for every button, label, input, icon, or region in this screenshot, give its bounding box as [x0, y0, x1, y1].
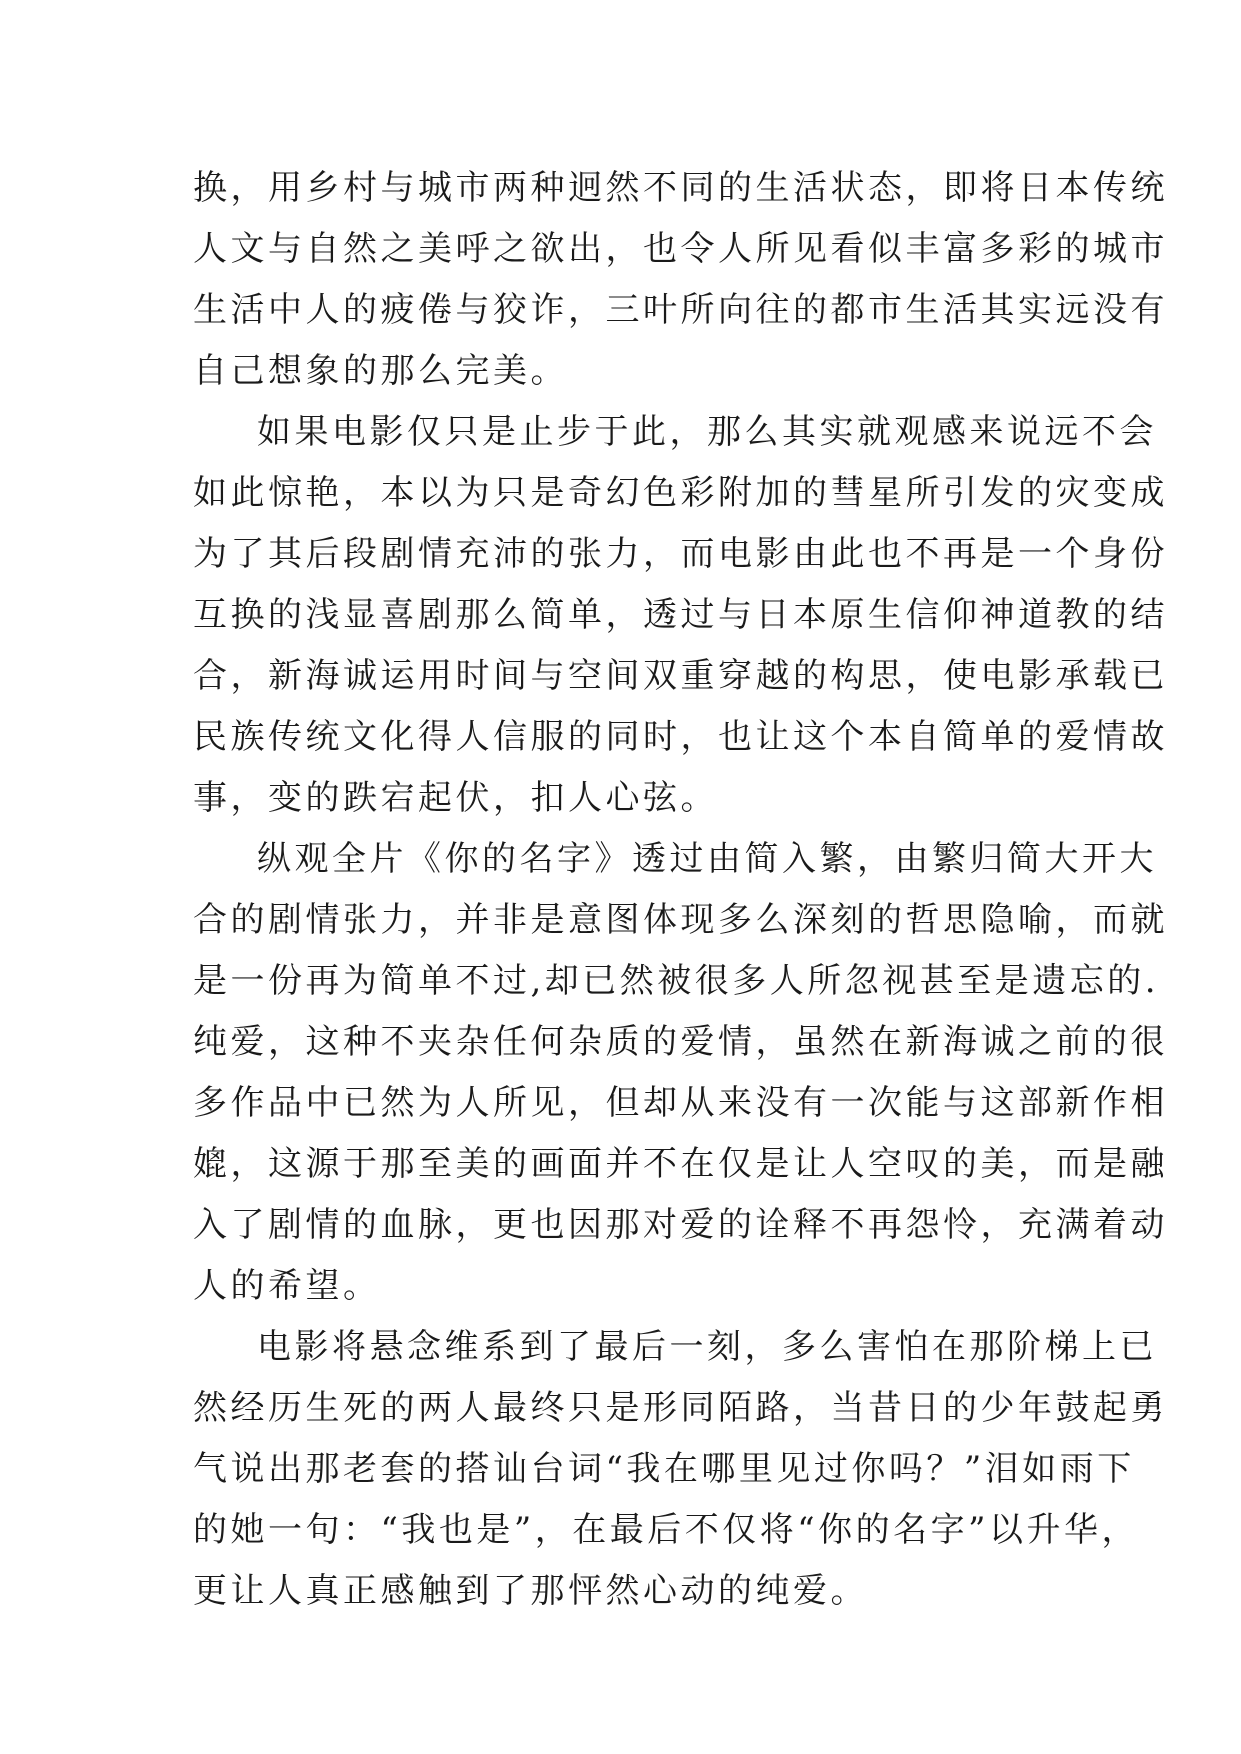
text-line: 入了剧情的血脉，更也因那对爱的诠释不再怨怜，充满着动: [193, 1205, 1168, 1245]
text-line: 自己想象的那么完美。: [193, 351, 568, 391]
text-line: 人文与自然之美呼之欲出，也令人所见看似丰富多彩的城市: [193, 229, 1168, 269]
text-line: 是一份再为简单不过,却已然被很多人所忽视甚至是遗忘的.: [193, 961, 1160, 1001]
text-line: 然经历生死的两人最终只是形同陌路，当昔日的少年鼓起勇: [193, 1388, 1168, 1428]
text-line: 电影将悬念维系到了最后一刻，多么害怕在那阶梯上已: [257, 1327, 1157, 1367]
text-line: 民族传统文化得人信服的同时，也让这个本自简单的爱情故: [193, 717, 1168, 757]
text-line: 为了其后段剧情充沛的张力，而电影由此也不再是一个身份: [193, 534, 1168, 574]
text-line: 如此惊艳，本以为只是奇幻色彩附加的彗星所引发的灾变成: [193, 473, 1168, 513]
text-line: 气说出那老套的搭讪台词“我在哪里见过你吗？”泪如雨下: [193, 1449, 1135, 1489]
text-line: 合，新海诚运用时间与空间双重穿越的构思，使电影承载已: [193, 656, 1168, 696]
text-line: 人的希望。: [193, 1266, 381, 1306]
text-line: 多作品中已然为人所见，但却从来没有一次能与这部新作相: [193, 1083, 1168, 1123]
text-line: 的她一句：“我也是”，在最后不仅将“你的名字”以升华，: [193, 1510, 1140, 1550]
text-line: 更让人真正感触到了那怦然心动的纯爱。: [193, 1571, 868, 1611]
text-line: 媲，这源于那至美的画面并不在仅是让人空叹的美，而是融: [193, 1144, 1168, 1184]
text-line: 如果电影仅只是止步于此，那么其实就观感来说远不会: [257, 412, 1157, 452]
body-text: [193, 158, 1168, 1622]
text-line: 纵观全片《你的名字》透过由简入繁，由繁归简大开大: [257, 839, 1157, 879]
text-line: 事，变的跌宕起伏，扣人心弦。: [193, 778, 718, 818]
text-line: 互换的浅显喜剧那么简单，透过与日本原生信仰神道教的结: [193, 595, 1168, 635]
text-line: 纯爱，这种不夹杂任何杂质的爱情，虽然在新海诚之前的很: [193, 1022, 1168, 1062]
text-line: 换，用乡村与城市两种迥然不同的生活状态，即将日本传统: [193, 168, 1168, 208]
text-line: 生活中人的疲倦与狡诈，三叶所向往的都市生活其实远没有: [193, 290, 1168, 330]
text-line: 合的剧情张力，并非是意图体现多么深刻的哲思隐喻，而就: [193, 900, 1168, 940]
